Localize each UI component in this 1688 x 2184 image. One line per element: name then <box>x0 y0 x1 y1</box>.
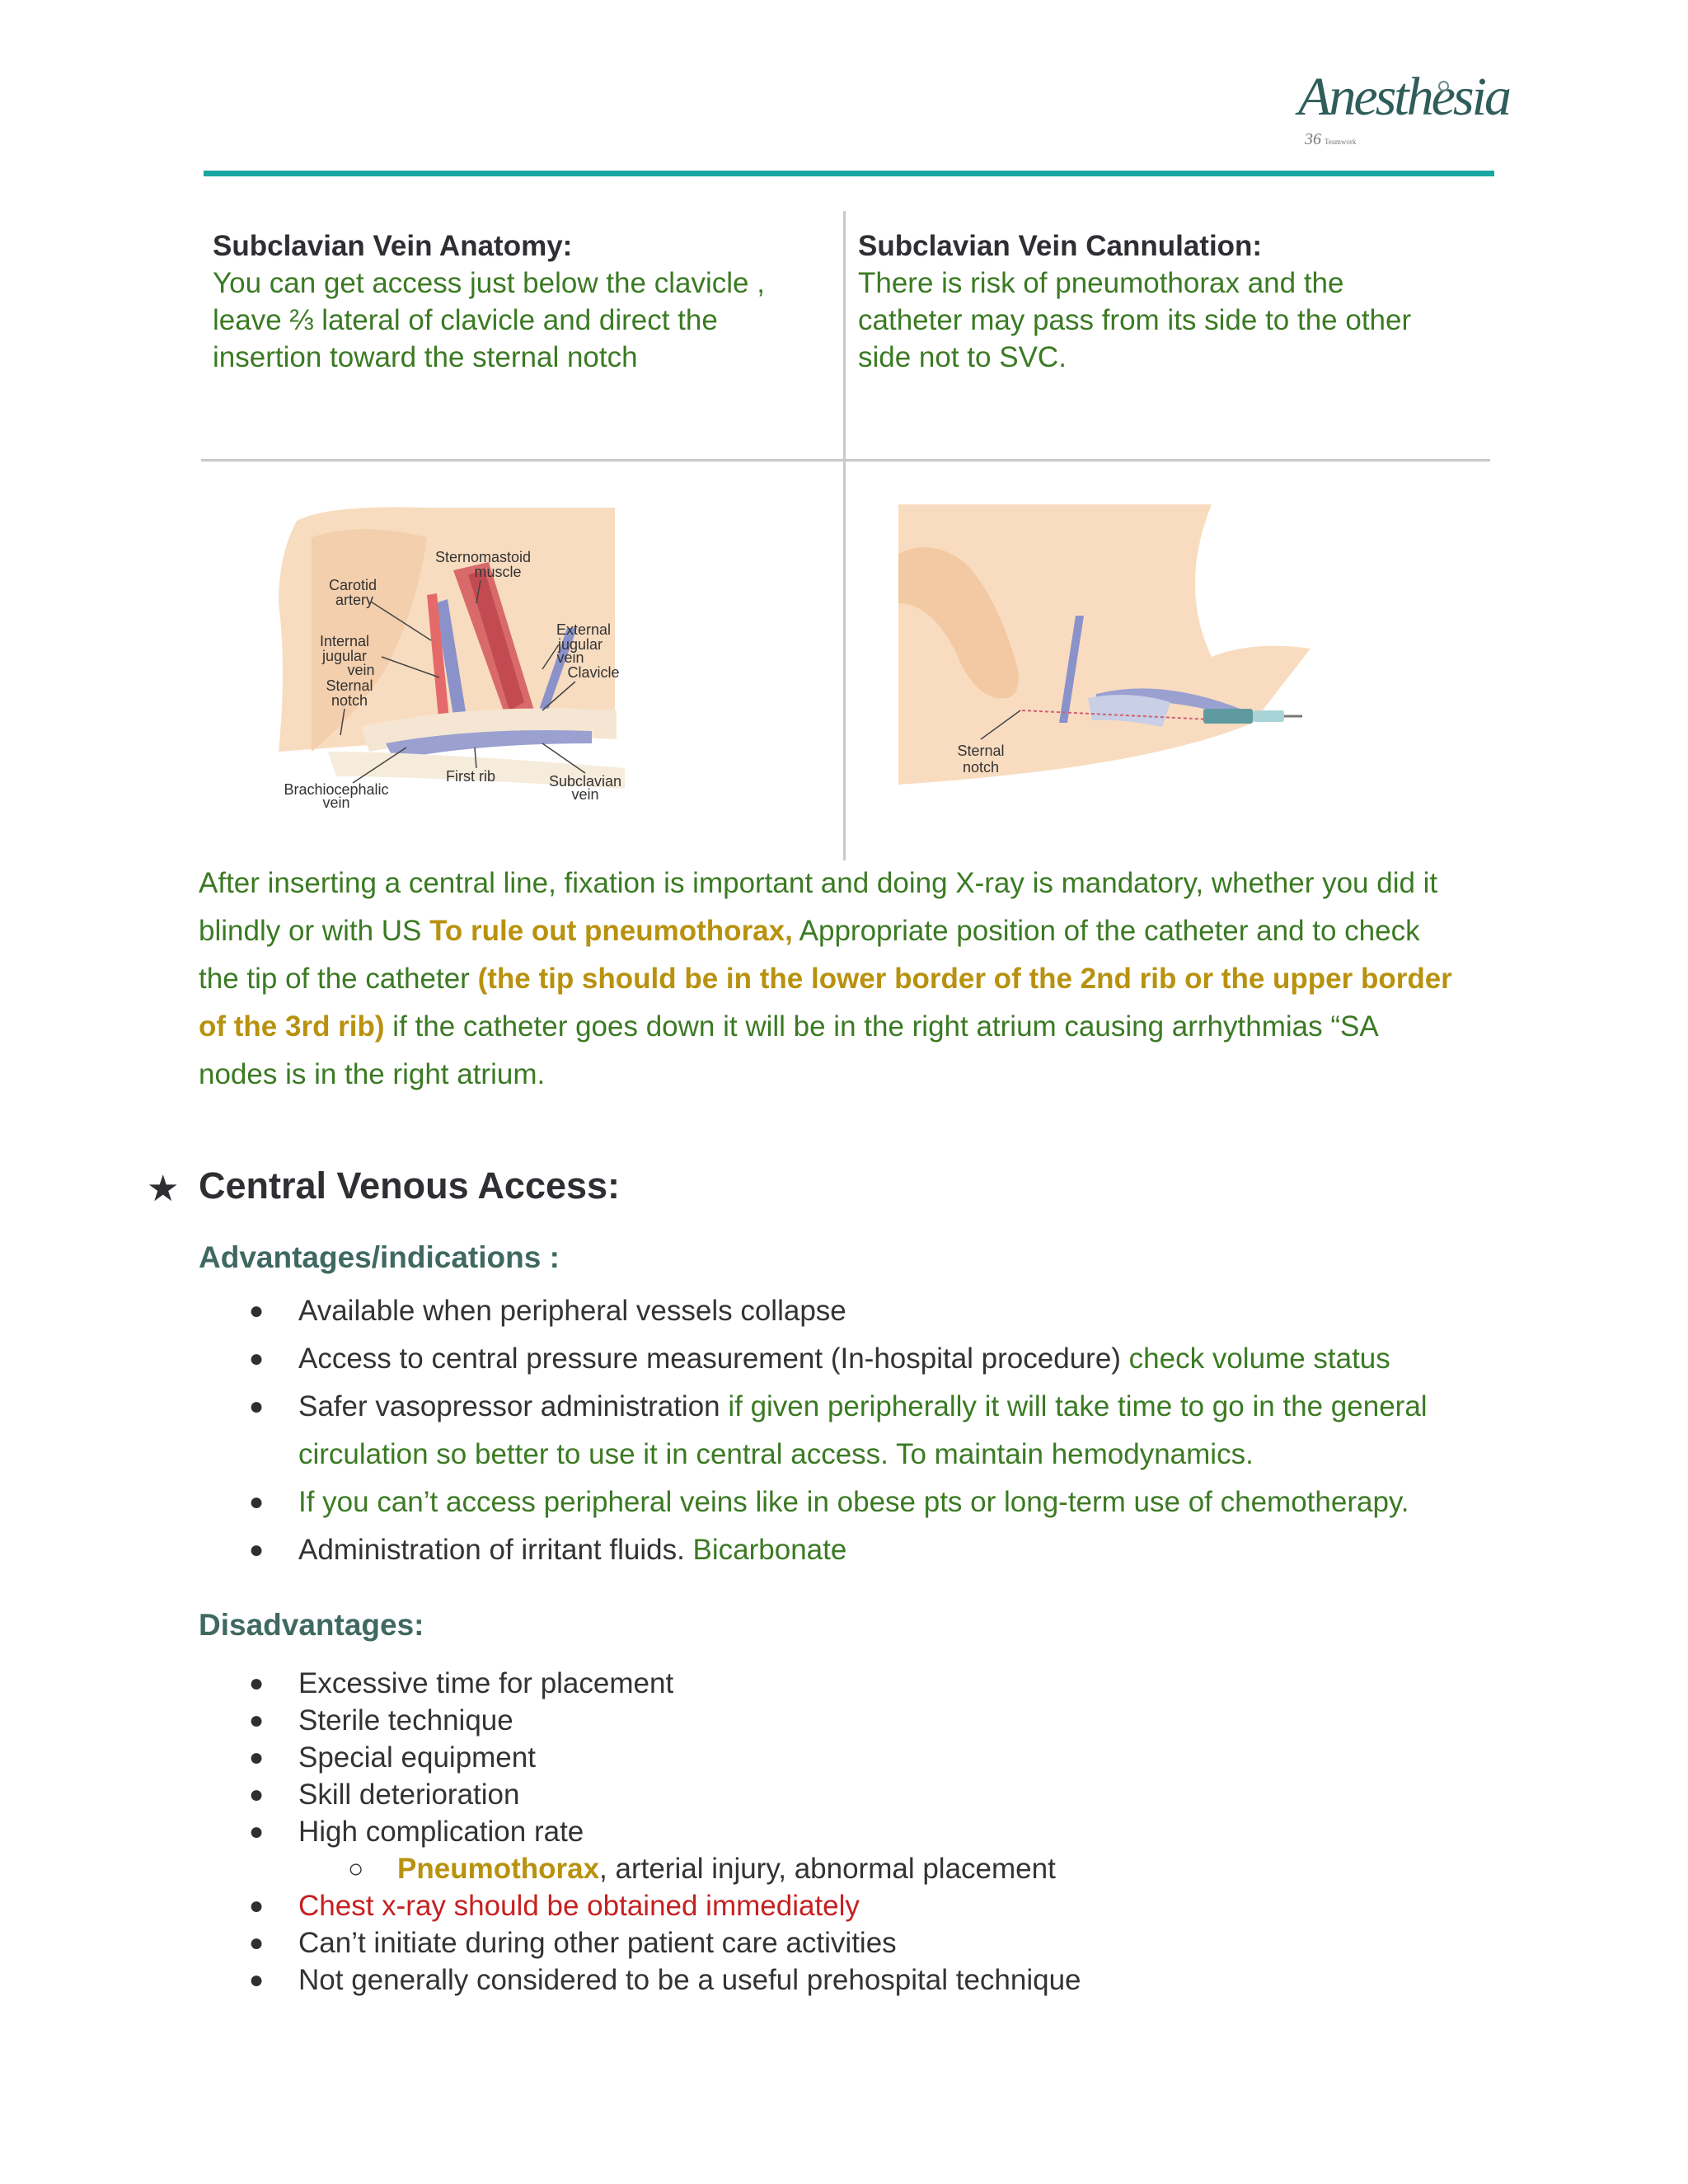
item-text: Special equipment <box>298 1741 536 1774</box>
para-line-2a: blindly or with US <box>199 915 430 947</box>
item-note: check volume status <box>1128 1343 1390 1375</box>
circle-bullet-icon: ○ <box>348 1854 364 1883</box>
bullet-icon: ● <box>249 1818 265 1845</box>
advantages-list <box>0 1287 1428 1574</box>
label-brachiocephalic: Brachiocephalic <box>284 781 389 798</box>
logo-subtext <box>1305 130 1356 149</box>
item-text: , arterial injury, abnormal placement <box>599 1853 1056 1885</box>
red-bullet-icon: ● <box>249 1892 265 1919</box>
list-item <box>0 1961 1081 1999</box>
subclavian-anatomy-figure <box>262 504 656 809</box>
logo-text: Anesthesia <box>1298 67 1509 127</box>
label-external-jugular-3: vein <box>556 649 584 666</box>
label-subclavian: Subclavian <box>548 773 622 790</box>
bullet-icon: ● <box>249 1707 265 1734</box>
list-item <box>0 1924 1081 1961</box>
logo-number: 36 <box>1305 130 1321 148</box>
item-text: Sterile technique <box>298 1704 513 1736</box>
bullet-icon: ● <box>249 1393 265 1420</box>
anatomy-text-1: You can get access just below the clavicle , <box>213 267 765 299</box>
cannulation-text-1: There is risk of pneumothorax and the <box>858 267 1344 299</box>
para-line-2b: Appropriate position of the catheter and to check <box>792 915 1420 947</box>
para-line-4: if the catheter goes down it will be in the right atrium causing arrhythmias “SA <box>384 1010 1379 1043</box>
label-internal-jugular-2: jugular <box>321 648 368 664</box>
logo-teamwork: Teamwork <box>1325 138 1357 146</box>
item-note: If you can’t access peripheral veins like in obese pts or long-term use of chemotherapy. <box>298 1486 1409 1518</box>
label-sternal-notch-2: notch <box>331 692 368 709</box>
logo-dot-icon <box>1438 81 1449 91</box>
para-rule-out-pneumothorax: To rule out pneumothorax, <box>429 915 793 947</box>
cannulation-title: Subclavian Vein Cannulation: <box>858 230 1263 262</box>
label-internal-jugular-3: vein <box>347 662 375 678</box>
para-line-1: After inserting a central line, fixation is important and doing X-ray is mandatory, whether you did it <box>199 867 1438 899</box>
section-title: Central Venous Access: <box>199 1165 621 1207</box>
label-sternal-notch-right-2: notch <box>962 759 1000 776</box>
bullet-icon: ● <box>249 1744 265 1771</box>
item-text: Access to central pressure measurement (In-hospital procedure) <box>298 1343 1129 1375</box>
header-rule <box>204 171 1494 176</box>
item-note: if given peripherally it will take time to go in the general <box>728 1390 1428 1422</box>
pneumothorax-highlight: Pneumothorax <box>397 1853 600 1885</box>
table-vertical-divider <box>843 211 846 860</box>
para-line-3a: the tip of the catheter <box>199 963 478 995</box>
bullet-icon: ● <box>249 1536 265 1563</box>
list-item <box>0 1335 1428 1383</box>
item-text: Administration of irritant fluids. <box>298 1534 693 1566</box>
cannulation-text-2: catheter may pass from its side to the other <box>858 304 1412 336</box>
label-carotid-2: artery <box>335 592 374 608</box>
item-note: circulation so better to use it in central access. To maintain hemodynamics. <box>298 1438 1254 1470</box>
list-item <box>0 1702 1081 1739</box>
label-internal-jugular: Internal <box>319 633 370 649</box>
bullet-icon: ● <box>249 1488 265 1516</box>
label-external-jugular-2: jugular <box>557 636 603 653</box>
label-sternomastoid-2: muscle <box>474 564 522 580</box>
list-item-red <box>0 1887 1081 1924</box>
disadvantages-title: Disadvantages: <box>199 1608 424 1642</box>
label-clavicle: Clavicle <box>567 664 620 681</box>
label-carotid: Carotid <box>328 577 377 593</box>
bullet-icon: ● <box>249 1781 265 1808</box>
list-item <box>0 1813 1081 1850</box>
item-text: Excessive time for placement <box>298 1667 674 1699</box>
disadvantages-list <box>0 1665 1081 1999</box>
bullet-icon: ● <box>249 1345 265 1372</box>
anatomy-text-2: leave ⅔ lateral of clavicle and direct the <box>213 304 718 336</box>
anatomy-cell <box>213 227 827 376</box>
item-text: Safer vasopressor administration <box>298 1390 729 1422</box>
label-external-jugular: External <box>556 621 612 638</box>
item-text: Can’t initiate during other patient care activities <box>298 1927 897 1959</box>
bullet-icon: ● <box>249 1966 265 1994</box>
label-sternomastoid: Sternomastoid <box>434 549 532 565</box>
label-sternal-notch: Sternal <box>326 677 373 694</box>
item-text: High complication rate <box>298 1816 584 1848</box>
list-item <box>0 1526 1428 1574</box>
cannulation-text-3: side not to SVC. <box>858 341 1067 373</box>
list-item <box>0 1287 1428 1335</box>
para-tip-position: (the tip should be in the lower border of the 2nd rib or the upper border <box>477 963 1452 995</box>
label-sternal-notch-right: Sternal <box>957 743 1005 759</box>
item-note: Bicarbonate <box>692 1534 847 1566</box>
bullet-icon: ● <box>249 1929 265 1957</box>
anesthesia-logo <box>1298 66 1509 148</box>
central-line-paragraph <box>199 860 1497 1099</box>
sub-list-item <box>0 1850 1081 1887</box>
item-text: Available when peripheral vessels collapse <box>298 1295 846 1327</box>
list-item <box>0 1479 1428 1526</box>
item-text-red: Chest x-ray should be obtained immediately <box>298 1890 860 1922</box>
list-item <box>0 1739 1081 1776</box>
label-brachiocephalic-2: vein <box>322 794 350 809</box>
bullet-icon: ● <box>249 1670 265 1697</box>
label-first-rib: First rib <box>446 768 495 785</box>
item-text: Skill deterioration <box>298 1779 520 1811</box>
label-subclavian-2: vein <box>571 786 599 803</box>
table-horizontal-divider <box>201 459 1490 462</box>
cannulation-cell <box>858 227 1472 376</box>
subclavian-cannulation-figure <box>898 504 1311 789</box>
para-tip-position-2: of the 3rd rib) <box>199 1010 385 1043</box>
advantages-title: Advantages/indications : <box>199 1240 560 1274</box>
anatomy-title: Subclavian Vein Anatomy: <box>213 230 573 262</box>
item-text: Not generally considered to be a useful prehospital technique <box>298 1964 1081 1996</box>
anatomy-text-3: insertion toward the sternal notch <box>213 341 638 373</box>
bullet-icon: ● <box>249 1297 265 1324</box>
list-item <box>0 1665 1081 1702</box>
para-line-5: nodes is in the right atrium. <box>199 1058 546 1090</box>
list-item-continuation <box>0 1431 1428 1479</box>
list-item <box>0 1776 1081 1813</box>
list-item <box>0 1383 1428 1431</box>
star-icon: ★ <box>147 1169 180 1209</box>
